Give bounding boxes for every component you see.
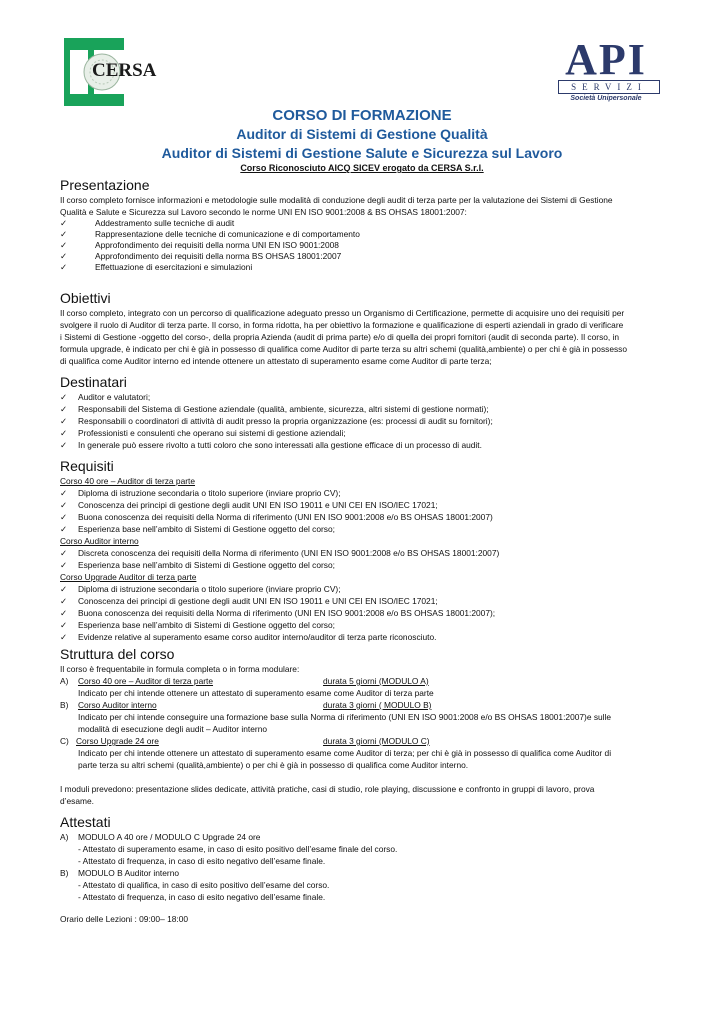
struttura-b-name: Corso Auditor interno [78, 700, 157, 710]
api-logo-servizi: SERVIZI [558, 80, 660, 94]
course-subtitle: Corso Riconosciuto AICQ SICEV erogato da CERSA S.r.l. [240, 163, 484, 173]
requisiti-item: Conoscenza dei principi di gestione degli audit UNI EN ISO 19011 e UNI CEI EN ISO/IEC 17021; [78, 500, 438, 510]
section-presentazione: Presentazione [60, 177, 150, 193]
cersa-logo [62, 36, 157, 108]
attestati-a-title: MODULO A 40 ore / MODULO C Upgrade 24 ore [78, 832, 261, 842]
check-icon: ✓ [60, 596, 68, 606]
presentazione-item: Approfondimento dei requisiti della norma UNI EN ISO 9001:2008 [95, 240, 339, 250]
requisiti-item: Esperienza base nell’ambito di Sistemi di Gestione oggetto del corso; [78, 560, 335, 570]
section-struttura: Struttura del corso [60, 646, 175, 662]
check-icon: ✓ [60, 416, 68, 426]
requisiti-item: Discreta conoscenza dei requisiti della Norma di riferimento (UNI EN ISO 9001:2008 e/o BS OHSAS 18001:2007) [78, 548, 500, 558]
cersa-logo-text: CERSA [92, 60, 157, 81]
requisiti-item: Esperienza base nell’ambito di Sistemi di Gestione oggetto del corso; [78, 524, 335, 534]
requisiti-item: Conoscenza dei principi di gestione degli audit UNI EN ISO 19011 e UNI CEI EN ISO/IEC 17021; [78, 596, 438, 606]
requisiti-item: Buona conoscenza dei requisiti della Norma di riferimento (UNI EN ISO 9001:2008 e/o BS OHSAS 18001:2007); [78, 608, 496, 618]
course-heading: CORSO DI FORMAZIONE [272, 107, 452, 124]
obiettivi-line: formula upgrade, è indicato per chi è già in possesso di qualifica come Auditor di parte terza su altri schemi (qualità,ambiente) o per chi è già in possesso [60, 344, 628, 354]
struttura-c-duration: durata 3 giorni (MODULO C) [323, 736, 430, 746]
check-icon: ✓ [60, 584, 68, 594]
destinatari-item: Responsabili o coordinatori di attività di audit presso la propria organizzazione (es: processi di audit su fornitori); [78, 416, 493, 426]
orario-lezioni: Orario delle Lezioni : 09:00– 18:00 [60, 914, 189, 924]
obiettivi-line: Il corso completo, integrato con un percorso di qualificazione adeguato presso un Organismo di Certificazione, permette di acquisire uno dei requisiti per [60, 308, 625, 318]
struttura-a-name: Corso 40 ore – Auditor di terza parte [78, 676, 214, 686]
requisiti-item: Esperienza base nell’ambito di Sistemi di Gestione oggetto del corso; [78, 620, 335, 630]
struttura-b-desc: Indicato per chi intende conseguire una formazione base sulla Norma di riferimento (UNI EN ISO 9001:2008 e/o BS OHSAS 18001:2007)e sulle [78, 712, 612, 722]
struttura-moduli: I moduli prevedono: presentazione slides dedicate, attività pratiche, casi di studio, role playing, discussione e confronto in gruppi di lavoro, prova [60, 784, 595, 794]
course-title-1: Auditor di Sistemi di Gestione Qualità [236, 126, 488, 142]
requisiti-item: Buona conoscenza dei requisiti della Norma di riferimento (UNI EN ISO 9001:2008 e/o BS OHSAS 18001:2007) [78, 512, 493, 522]
check-icon: ✓ [60, 262, 68, 272]
struttura-c-desc: parte terza su altri schemi (qualità,ambiente) o per chi è già in possesso di qualifica come Auditor interno. [78, 760, 469, 770]
section-destinatari: Destinatari [60, 374, 127, 390]
presentazione-item: Approfondimento dei requisiti della norma BS OHSAS 18001:2007 [95, 251, 342, 261]
check-icon: ✓ [60, 620, 68, 630]
check-icon: ✓ [60, 392, 68, 402]
api-logo-text: API [565, 35, 647, 84]
obiettivi-line: di qualifica come Auditor interno ed intende ottenere un attestato di superamento esame come Auditor di parte terza; [60, 356, 492, 366]
section-obiettivi: Obiettivi [60, 290, 111, 306]
check-icon: ✓ [60, 560, 68, 570]
struttura-a-desc: Indicato per chi intende ottenere un attestato di superamento esame come Auditor di terza parte [78, 688, 434, 698]
struttura-intro: Il corso è frequentabile in formula completa o in forma modulare: [60, 664, 300, 674]
struttura-b-desc: modalità di esecuzione degli audit – Auditor interno [78, 724, 268, 734]
check-icon: ✓ [60, 404, 68, 414]
attestati-a-item: - Attestato di superamento esame, in caso di esito positivo dell’esame finale del corso. [78, 844, 398, 854]
struttura-c-name: Corso Upgrade 24 ore [76, 736, 159, 746]
course-title-2: Auditor di Sistemi di Gestione Salute e Sicurezza sul Lavoro [161, 145, 563, 161]
struttura-a-duration: durata 5 giorni (MODULO A) [323, 676, 429, 686]
requisiti-group-title: Corso Auditor interno [60, 536, 139, 546]
check-icon: ✓ [60, 488, 68, 498]
struttura-c-label: C) [60, 736, 69, 746]
struttura-c-desc: Indicato per chi intende ottenere un attestato di superamento esame come Auditor di terza; per chi è già in possesso di qualifica come Auditor di [78, 748, 612, 758]
check-icon: ✓ [60, 251, 68, 261]
api-logo-subtitle: Società Unipersonale [570, 95, 642, 102]
destinatari-item: Responsabili del Sistema di Gestione aziendale (qualità, ambiente, sicurezza, altri sistemi di gestione normati); [78, 404, 489, 414]
attestati-b-item: - Attestato di frequenza, in caso di esito negativo dell’esame finale. [78, 892, 326, 902]
check-icon: ✓ [60, 229, 68, 239]
destinatari-item: Auditor e valutatori; [78, 392, 151, 402]
destinatari-item: In generale può essere rivolto a tutti coloro che sono interessati alla gestione efficace di un processo di audit. [78, 440, 482, 450]
attestati-b-item: - Attestato di qualifica, in caso di esito positivo dell’esame del corso. [78, 880, 330, 890]
requisiti-item: Evidenze relative al superamento esame corso auditor interno/auditor di terza parte riconosciuto. [78, 632, 437, 642]
requisiti-group-title: Corso Upgrade Auditor di terza parte [60, 572, 197, 582]
presentazione-intro-1: Il corso completo fornisce informazioni e metodologie sulle modalità di conduzione degli audit di terza parte per la valutazione dei Sistemi di Gestione [60, 195, 613, 205]
attestati-b-label: B) [60, 868, 69, 878]
check-icon: ✓ [60, 240, 68, 250]
struttura-b-duration: durata 3 giorni ( MODULO B) [323, 700, 432, 710]
attestati-a-item: - Attestato di frequenza, in caso di esito negativo dell’esame finale. [78, 856, 326, 866]
obiettivi-line: svolgere il ruolo di Auditor di terza parte. Il corso, in forma ridotta, ha per obiettivo la formazione e qualificazione di esperti aziendali in grado di verificare [60, 320, 624, 330]
presentazione-item: Addestramento sulle tecniche di audit [95, 218, 235, 228]
requisiti-item: Diploma di istruzione secondaria o titolo superiore (inviare proprio CV); [78, 488, 341, 498]
check-icon: ✓ [60, 548, 68, 558]
presentazione-intro-2: Qualità e Salute e Sicurezza sul Lavoro secondo le norme UNI EN ISO 9001:2008 & BS OHSAS 18001:2007: [60, 207, 467, 217]
destinatari-item: Professionisti e consulenti che operano sui sistemi di gestione aziendali; [78, 428, 346, 438]
struttura-moduli: d’esame. [60, 796, 94, 806]
check-icon: ✓ [60, 632, 68, 642]
presentazione-item: Rappresentazione delle tecniche di comunicazione e di comportamento [95, 229, 360, 239]
check-icon: ✓ [60, 512, 68, 522]
obiettivi-line: i Sistemi di Gestione -oggetto del corso-, della propria Azienda (audit di prima parte) e/o di quella dei propri fornitori (audit di seconda parte). Il corso, in [60, 332, 620, 342]
requisiti-item: Diploma di istruzione secondaria o titolo superiore (inviare proprio CV); [78, 584, 341, 594]
check-icon: ✓ [60, 428, 68, 438]
check-icon: ✓ [60, 500, 68, 510]
struttura-b-label: B) [60, 700, 69, 710]
attestati-a-label: A) [60, 832, 69, 842]
attestati-b-title: MODULO B Auditor interno [78, 868, 180, 878]
api-servizi-logo [548, 36, 664, 106]
struttura-a-label: A) [60, 676, 69, 686]
presentazione-item: Effettuazione di esercitazioni e simulazioni [95, 262, 253, 272]
check-icon: ✓ [60, 440, 68, 450]
section-requisiti: Requisiti [60, 458, 114, 474]
check-icon: ✓ [60, 524, 68, 534]
check-icon: ✓ [60, 608, 68, 618]
requisiti-group-title: Corso 40 ore – Auditor di terza parte [60, 476, 196, 486]
check-icon: ✓ [60, 218, 68, 228]
section-attestati: Attestati [60, 814, 111, 830]
